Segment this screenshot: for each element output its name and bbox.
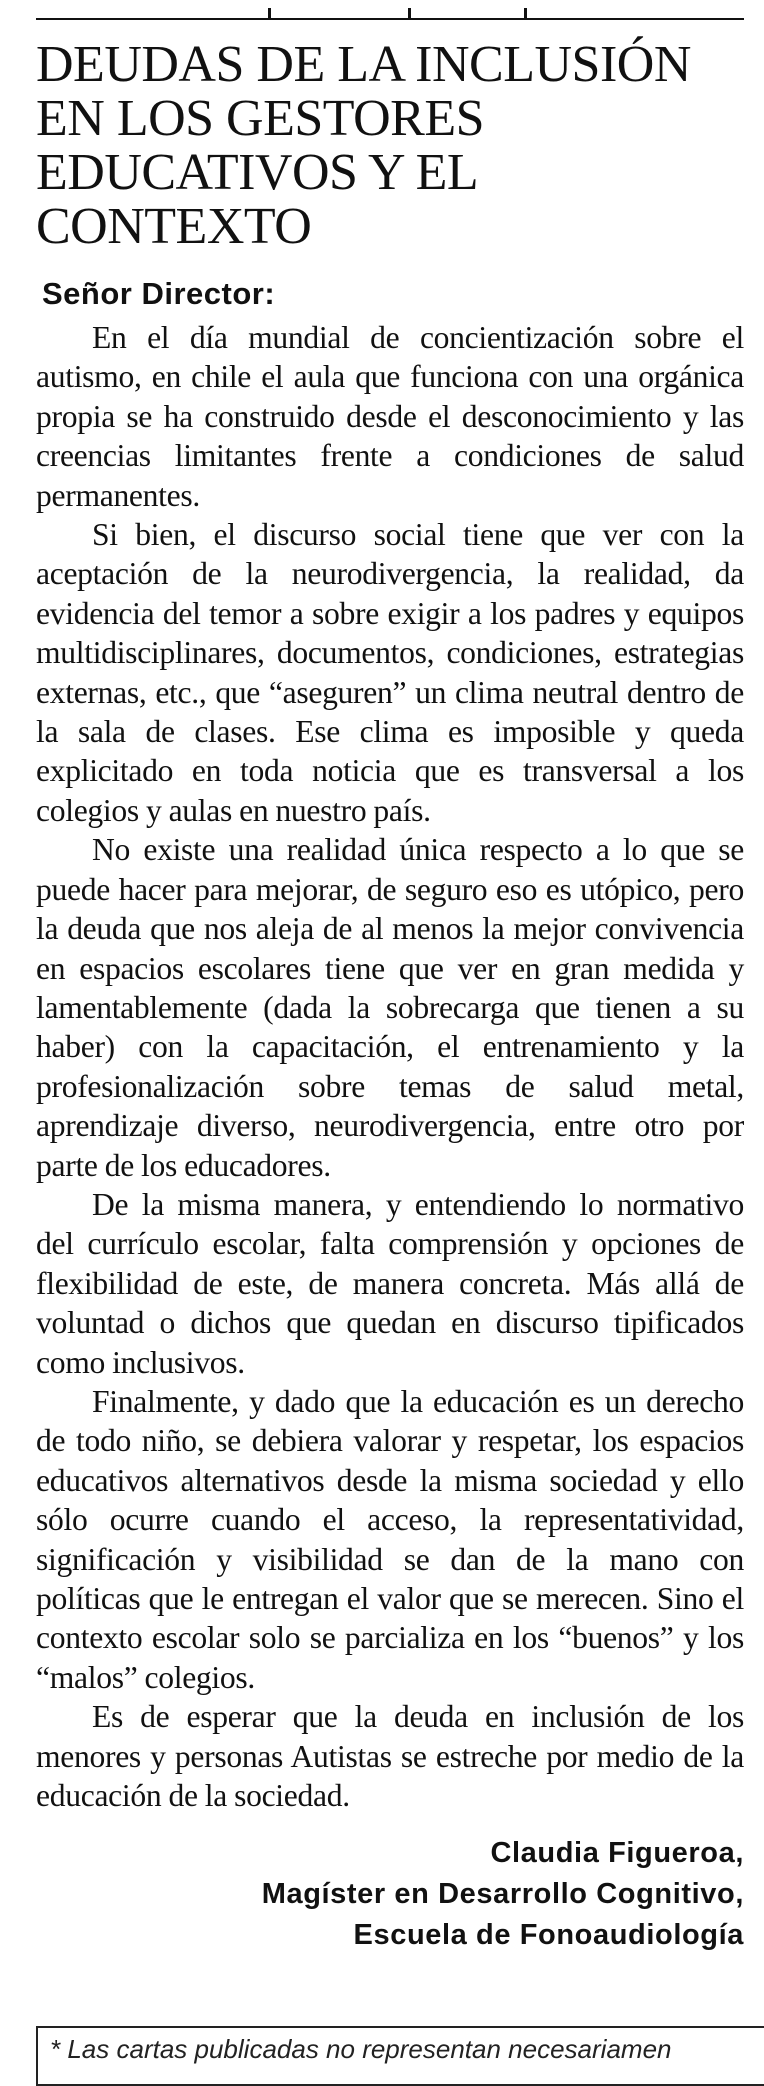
signature-institution: Escuela de Fonoaudiología	[353, 1919, 744, 1952]
top-rule-tick	[268, 8, 271, 20]
letter-headline: DEUDAS DE LA INCLUSIÓN EN LOS GESTORES EDUCATIVOS Y EL CONTEXTO	[36, 36, 691, 255]
letter-paragraph: En el día mundial de concientización sobre el autismo, en chile el aula que funciona con una orgánica propia se ha construido desde el desconocimiento y las creencias limitantes frente a condiciones de salud permanentes.	[36, 320, 744, 513]
top-rule-tick	[524, 8, 527, 20]
top-rule	[36, 18, 744, 20]
signature-name: Claudia Figueroa,	[490, 1837, 744, 1870]
top-rule-tick	[408, 8, 411, 20]
letter-paragraph: No existe una realidad única respecto a lo que se puede hacer para mejorar, de seguro eso es utópico, pero la deuda que nos aleja de al menos la mejor convivencia en espacios escolares tiene que ver en gran medida y lamentablemente (dada la sobrecarga que tienen a su haber) con la capacitación, el entrenamiento y la profesionalización sobre temas de salud metal, aprendizaje diverso, neurodivergencia, entre otro por parte de los educadores.	[36, 832, 744, 1183]
letter-signature	[36, 1833, 744, 1956]
letter-body	[36, 318, 744, 1815]
letter-paragraph: Finalmente, y dado que la educación es un derecho de todo niño, se debiera valorar y respetar, los espacios educativos alternativos desde la misma sociedad y ello sólo ocurre cuando el acceso, la representatividad, significación y visibilidad se dan de la mano con políticas que le entregan el valor que se merecen. Sino el contexto escolar solo se parcializa en los “buenos” y los “malos” colegios.	[36, 1383, 744, 1695]
signature-title: Magíster en Desarrollo Cognitivo,	[261, 1878, 744, 1911]
letter-paragraph: De la misma manera, y entendiendo lo normativo del currículo escolar, falta comprensión y opciones de flexibilidad de este, de manera concreta. Más allá de voluntad o dichos que quedan en discurso tipificados como inclusivos.	[36, 1186, 744, 1380]
disclaimer-box: * Las cartas publicadas no representan necesariamen	[36, 2026, 764, 2086]
letter-paragraph: Si bien, el discurso social tiene que ver con la aceptación de la neurodivergencia, la realidad, da evidencia del temor a sobre exigir a los padres y equipos multidisciplinares, documentos, condiciones, estrategias externas, etc., que “aseguren” un clima neutral dentro de la sala de clases. Ese clima es imposible y queda explicitado en toda noticia que es transversal a los colegios y aulas en nuestro país.	[36, 517, 744, 828]
letter-paragraph: Es de esperar que la deuda en inclusión de los menores y personas Autistas se estreche por medio de la educación de la sociedad.	[36, 1699, 744, 1814]
letter-salutation: Señor Director:	[42, 276, 276, 311]
